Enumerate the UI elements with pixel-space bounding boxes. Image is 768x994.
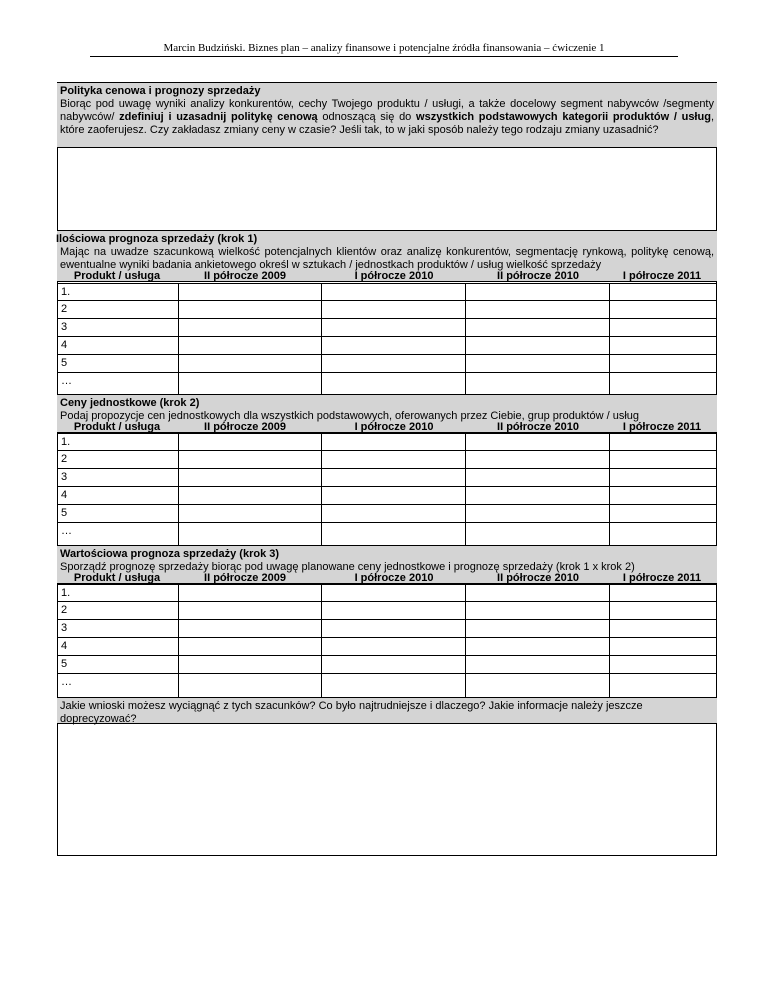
table-input-cell[interactable] — [466, 674, 608, 696]
column-header: II półrocze 2010 — [497, 572, 579, 584]
table-row-label: 3 — [61, 471, 68, 483]
table-input-cell[interactable] — [466, 451, 608, 467]
table-input-cell[interactable] — [466, 638, 608, 654]
table-input-cell[interactable] — [179, 620, 320, 636]
section-description: Jakie wnioski możesz wyciągnąć z tych szacunków? Co było najtrudniejsze i dlaczego? Jakie informacje należy jeszcze doprecyzować? — [60, 700, 643, 725]
table-input-cell[interactable] — [610, 505, 716, 521]
table-input-cell[interactable] — [322, 674, 464, 696]
table-row-label: 4 — [61, 640, 68, 652]
table-input-cell[interactable] — [466, 523, 608, 544]
table-input-cell[interactable] — [322, 469, 464, 485]
table-row-label: 5 — [61, 357, 68, 369]
pricing-policy-answer-area[interactable] — [58, 148, 716, 230]
table-input-cell[interactable] — [179, 602, 320, 618]
table-input-cell[interactable] — [322, 451, 464, 467]
table-input-cell[interactable] — [179, 337, 320, 353]
section-description: Mając na uwadze szacunkową wielkość potencjalnych klientów oraz analizę konkurentów, segmentację rynkową, politykę cenową, ewentualne wyniki badania ankietowego określ w sztukach / jednostkach produktów / usług wielkość sprzedaży — [60, 246, 714, 271]
section-description: Biorąc pod uwagę wyniki analizy konkurentów, cechy Twojego produktu / usługi, a także docelowy segment nabywców /segmenty nabywców/ zdefiniuj i uzasadnij politykę cenową odnoszącą się do wszystkich podstawowych kategorii produktów / usług, które zaoferujesz. Czy zakładasz zmiany ceny w czasie? Jeśli tak, to w jaki sposób należy tego rodzaju zmiany uzasadnić? — [60, 98, 714, 136]
table-input-cell[interactable] — [466, 487, 608, 503]
table-input-cell[interactable] — [179, 373, 320, 393]
table-input-cell[interactable] — [179, 469, 320, 485]
table-row-label: 5 — [61, 658, 68, 670]
table-input-cell[interactable] — [179, 355, 320, 371]
column-header: Produkt / usługa — [73, 421, 161, 433]
table-row-label: … — [61, 375, 72, 387]
table-input-cell[interactable] — [466, 620, 608, 636]
table-input-cell[interactable] — [610, 469, 716, 485]
table-input-cell[interactable] — [610, 319, 716, 335]
table-input-cell[interactable] — [610, 638, 716, 654]
table-input-cell[interactable] — [466, 373, 608, 393]
table-input-cell[interactable] — [179, 284, 320, 299]
conclusions-answer-area[interactable] — [58, 724, 716, 855]
table-input-cell[interactable] — [466, 284, 608, 299]
table-input-cell[interactable] — [179, 434, 320, 449]
table-input-cell[interactable] — [610, 355, 716, 371]
table-input-cell[interactable] — [179, 487, 320, 503]
table-row-divider — [57, 394, 717, 395]
column-header: I półrocze 2011 — [622, 572, 702, 584]
section-title: Wartościowa prognoza sprzedaży (krok 3) — [60, 548, 280, 560]
table-input-cell[interactable] — [179, 638, 320, 654]
table-input-cell[interactable] — [322, 602, 464, 618]
table-row-label: 4 — [61, 339, 68, 351]
table-input-cell[interactable] — [466, 301, 608, 317]
table-input-cell[interactable] — [322, 505, 464, 521]
table-row-label: … — [61, 525, 72, 537]
table-input-cell[interactable] — [610, 487, 716, 503]
table-input-cell[interactable] — [610, 585, 716, 600]
table-input-cell[interactable] — [466, 469, 608, 485]
column-header: I półrocze 2011 — [622, 421, 702, 433]
table-row-divider — [57, 697, 717, 698]
column-header: Produkt / usługa — [73, 572, 161, 584]
table-row-label: 2 — [61, 303, 68, 315]
table-input-cell[interactable] — [322, 284, 464, 299]
table-input-cell[interactable] — [610, 656, 716, 672]
table-input-cell[interactable] — [322, 373, 464, 393]
table-row-label: 2 — [61, 453, 68, 465]
column-header: II półrocze 2010 — [497, 421, 579, 433]
column-header: II półrocze 2009 — [204, 421, 286, 433]
table-input-cell[interactable] — [322, 337, 464, 353]
section-pricing-policy — [57, 82, 717, 148]
table-input-cell[interactable] — [179, 674, 320, 696]
table-row-label: 3 — [61, 321, 68, 333]
table-input-cell[interactable] — [610, 337, 716, 353]
table-input-cell[interactable] — [322, 301, 464, 317]
table-row-label: … — [61, 676, 72, 688]
table-input-cell[interactable] — [466, 585, 608, 600]
table-row-label: 5 — [61, 507, 68, 519]
column-header: I półrocze 2010 — [354, 270, 434, 282]
table-input-cell[interactable] — [322, 523, 464, 544]
column-header: I półrocze 2010 — [354, 421, 434, 433]
table-input-cell[interactable] — [179, 301, 320, 317]
section-title: Ilościowa prognoza sprzedaży (krok 1) — [56, 233, 258, 245]
table-input-cell[interactable] — [610, 301, 716, 317]
column-header: Produkt / usługa — [73, 270, 161, 282]
table-input-cell[interactable] — [466, 337, 608, 353]
table-row-label: 1. — [61, 587, 71, 599]
table-input-cell[interactable] — [610, 284, 716, 299]
section-description: Podaj propozycje cen jednostkowych dla wszystkich podstawowych, oferowanych przez Ciebie, grup produktów / usług — [60, 410, 640, 422]
table-input-cell[interactable] — [466, 602, 608, 618]
table-row-label: 1. — [61, 286, 71, 298]
table-input-cell[interactable] — [322, 355, 464, 371]
table-row-label: 4 — [61, 489, 68, 501]
section-title: Ceny jednostkowe (krok 2) — [60, 397, 200, 409]
column-header: I półrocze 2011 — [622, 270, 702, 282]
table-input-cell[interactable] — [322, 319, 464, 335]
table-input-cell[interactable] — [179, 523, 320, 544]
table-row-divider — [57, 545, 717, 546]
table-input-cell[interactable] — [322, 487, 464, 503]
table-input-cell[interactable] — [610, 602, 716, 618]
table-input-cell[interactable] — [322, 638, 464, 654]
header-rule — [90, 56, 678, 57]
table-row-label: 2 — [61, 604, 68, 616]
table-input-cell[interactable] — [322, 585, 464, 600]
table-input-cell[interactable] — [466, 656, 608, 672]
table-input-cell[interactable] — [322, 434, 464, 449]
table-input-cell[interactable] — [179, 505, 320, 521]
table-row-label: 1. — [61, 436, 71, 448]
column-header: II półrocze 2010 — [497, 270, 579, 282]
table-input-cell[interactable] — [466, 434, 608, 449]
table-input-cell[interactable] — [610, 373, 716, 393]
table-input-cell[interactable] — [466, 319, 608, 335]
page-header: Marcin Budziński. Biznes plan – analizy finansowe i potencjalne źródła finansowania – ćwiczenie 1 — [163, 42, 605, 54]
table-input-cell[interactable] — [179, 585, 320, 600]
table-input-cell[interactable] — [322, 620, 464, 636]
table-row-label: 3 — [61, 622, 68, 634]
table-input-cell[interactable] — [179, 656, 320, 672]
section-description: Sporządź prognozę sprzedaży biorąc pod uwagę planowane ceny jednostkowe i prognozę sprzedaży (krok 1 x krok 2) — [60, 561, 635, 573]
table-input-cell[interactable] — [179, 319, 320, 335]
table-input-cell[interactable] — [466, 505, 608, 521]
table-input-cell[interactable] — [610, 523, 716, 544]
section-title: Polityka cenowa i prognozy sprzedaży — [60, 85, 261, 97]
table-input-cell[interactable] — [610, 674, 716, 696]
table-input-cell[interactable] — [610, 451, 716, 467]
column-header: II półrocze 2009 — [204, 270, 286, 282]
table-input-cell[interactable] — [610, 434, 716, 449]
column-header: II półrocze 2009 — [204, 572, 286, 584]
table-input-cell[interactable] — [466, 355, 608, 371]
section-conclusions — [57, 697, 717, 724]
table-input-cell[interactable] — [610, 620, 716, 636]
table-input-cell[interactable] — [179, 451, 320, 467]
table-input-cell[interactable] — [322, 656, 464, 672]
column-header: I półrocze 2010 — [354, 572, 434, 584]
